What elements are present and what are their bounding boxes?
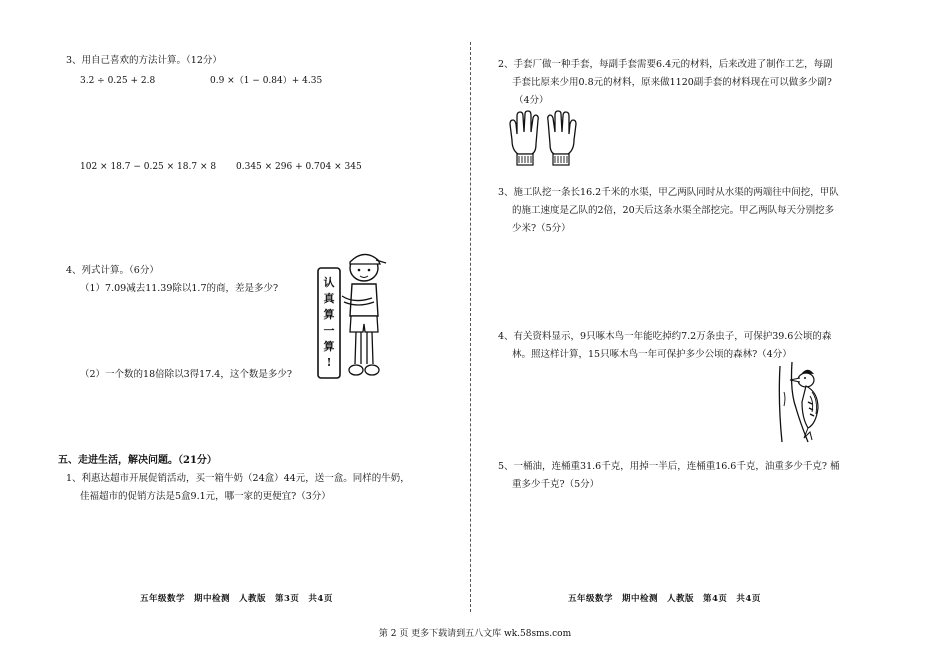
sign-char-4: 一 (323, 324, 335, 337)
woodpecker-illustration (774, 362, 834, 444)
q4-title: 4、列式计算。（6分） (66, 265, 159, 276)
q3-expr-3: 102 × 18.7 − 0.25 × 18.7 × 8 (80, 162, 217, 172)
q3-expr-2: 0.9 ×（1 − 0.84）+ 4.35 (210, 76, 323, 86)
left-page (0, 0, 475, 610)
section-5-title: 五、走进生活，解决问题。（21分） (58, 455, 217, 466)
sign-char-2: 真 (323, 292, 335, 305)
sign-char-5: 算 (323, 340, 335, 353)
r-q3-line-3: 少米?（5分） (512, 223, 571, 234)
r-q4-line-2: 林。照这样计算，15只啄木鸟一年可保护多少公顷的森林?（4分） (512, 349, 792, 360)
q3-expr-4: 0.345 × 296 + 0.704 × 345 (236, 162, 362, 172)
r-q2-line-1: 2、手套厂做一种手套，每副手套需要6.4元的材料，后来改进了制作工艺，每副 (498, 59, 833, 70)
sign-char-1: 认 (323, 276, 335, 289)
r-q5-line-2: 重多少千克?（5分） (512, 479, 600, 490)
gloves-illustration (506, 110, 580, 168)
r-q4-line-1: 4、有关资料显示，9只啄木鸟一年能吃掉约7.2万条虫子，可保护39.6公顷的森 (498, 331, 832, 342)
right-footer: 五年级数学 期中检测 人教版 第4页 共4页 (568, 594, 761, 604)
s5-q1-line-1: 1、利惠达超市开展促销活动，买一箱牛奶（24盒）44元，送一盒。同样的牛奶， (66, 473, 410, 484)
r-q2-line-2: 手套比原来少用0.8元的材料，原来做1120副手套的材料现在可以做多少副? (512, 77, 832, 88)
s5-q1-line-2: 佳福超市的促销方法是5盒9.1元，哪一家的更便宜?（3分） (80, 491, 331, 502)
sign-char-3: 算 (323, 308, 335, 321)
page-divider (470, 42, 471, 612)
r-q2-line-3: （4分） (514, 95, 549, 106)
sign-char-6: ! (326, 356, 332, 369)
right-page (478, 0, 950, 610)
download-note: 第 2 页 更多下载请到五八文库 wk.58sms.com (378, 629, 572, 639)
q4-part-2: （2）一个数的18倍除以3得17.4，这个数是多少? (80, 369, 292, 380)
r-q3-line-2: 的施工速度是乙队的2倍，20天后这条水渠全部挖完。甲乙两队每天分别挖多 (512, 205, 835, 216)
r-q5-line-1: 5、一桶油，连桶重31.6千克，用掉一半后，连桶重16.6千克，油重多少千克? 桶 (498, 461, 840, 472)
q3-title: 3、用自己喜欢的方法计算。（12分） (66, 55, 222, 66)
left-footer: 五年级数学 期中检测 人教版 第3页 共4页 (140, 594, 333, 604)
r-q3-line-1: 3、施工队挖一条长16.2千米的水渠，甲乙两队同时从水渠的两端往中间挖，甲队 (498, 187, 839, 198)
q3-expr-1: 3.2 ÷ 0.25 + 2.8 (80, 76, 156, 86)
q4-part-1: （1）7.09减去11.39除以1.7的商，差是多少? (80, 283, 279, 294)
